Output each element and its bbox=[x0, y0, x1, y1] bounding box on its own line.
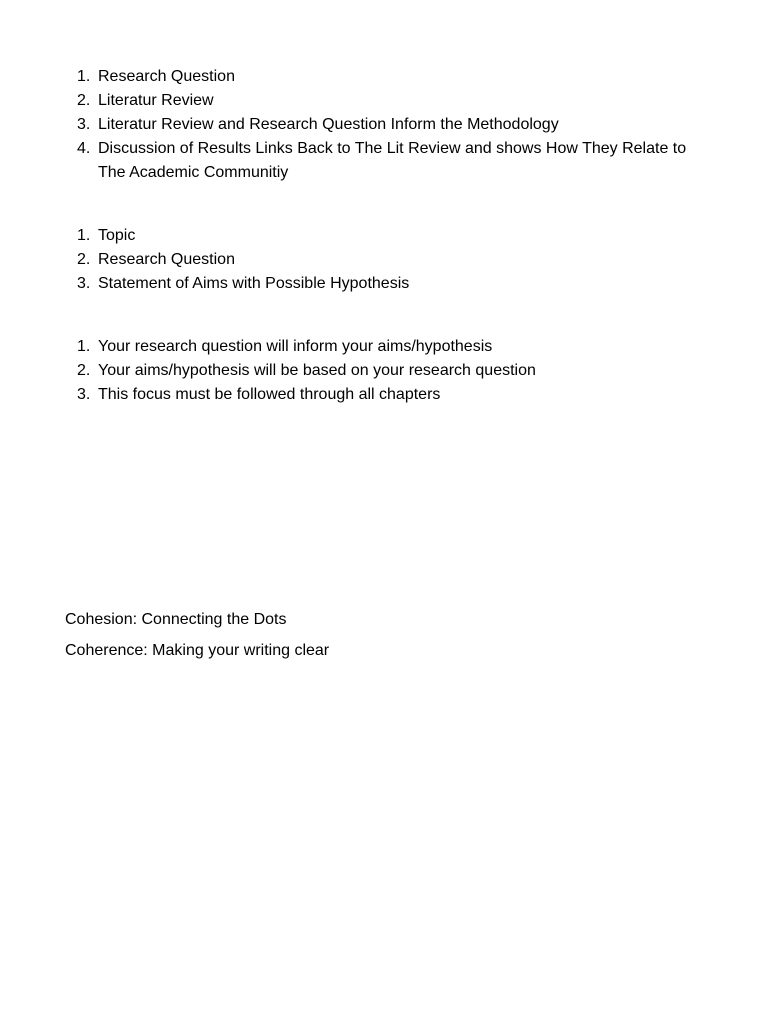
list-text: This focus must be followed through all chapters bbox=[98, 386, 441, 403]
list-text: Your aims/hypothesis will be based on your research question bbox=[98, 362, 536, 379]
list-number: 1. bbox=[77, 227, 91, 244]
list-item bbox=[77, 89, 717, 113]
list-text: Research Question bbox=[98, 251, 235, 268]
list-number: 3. bbox=[77, 386, 91, 403]
structure-list bbox=[77, 65, 717, 185]
list-number: 3. bbox=[77, 275, 91, 292]
list-text: Statement of Aims with Possible Hypothesis bbox=[98, 275, 410, 292]
list-item bbox=[77, 137, 717, 185]
cohesion-line: Cohesion: Connecting the Dots bbox=[65, 611, 287, 628]
list-item bbox=[77, 65, 717, 89]
list-item bbox=[77, 272, 717, 296]
list-item bbox=[77, 113, 717, 137]
list-number: 3. bbox=[77, 116, 91, 133]
list-item bbox=[77, 359, 717, 383]
list-item bbox=[77, 224, 717, 248]
list-number: 2. bbox=[77, 92, 91, 109]
list-item bbox=[77, 383, 717, 407]
list-item bbox=[77, 248, 717, 272]
list-number: 1. bbox=[77, 68, 91, 85]
list-text: Discussion of Results Links Back to The Lit Review and shows How They Relate to The Academic Communitiy bbox=[98, 140, 687, 181]
list-item bbox=[77, 335, 717, 359]
list-text: Your research question will inform your aims/hypothesis bbox=[98, 338, 493, 355]
list-text: Literatur Review and Research Question Inform the Methodology bbox=[98, 116, 559, 133]
list-number: 2. bbox=[77, 362, 91, 379]
introduction-list bbox=[77, 224, 717, 296]
list-text: Literatur Review bbox=[98, 92, 214, 109]
list-number: 1. bbox=[77, 338, 91, 355]
list-text: Research Question bbox=[98, 68, 235, 85]
list-text: Topic bbox=[98, 227, 136, 244]
list-number: 4. bbox=[77, 140, 91, 157]
coherence-line: Coherence: Making your writing clear bbox=[65, 642, 330, 659]
list-number: 2. bbox=[77, 251, 91, 268]
focus-list bbox=[77, 335, 717, 407]
